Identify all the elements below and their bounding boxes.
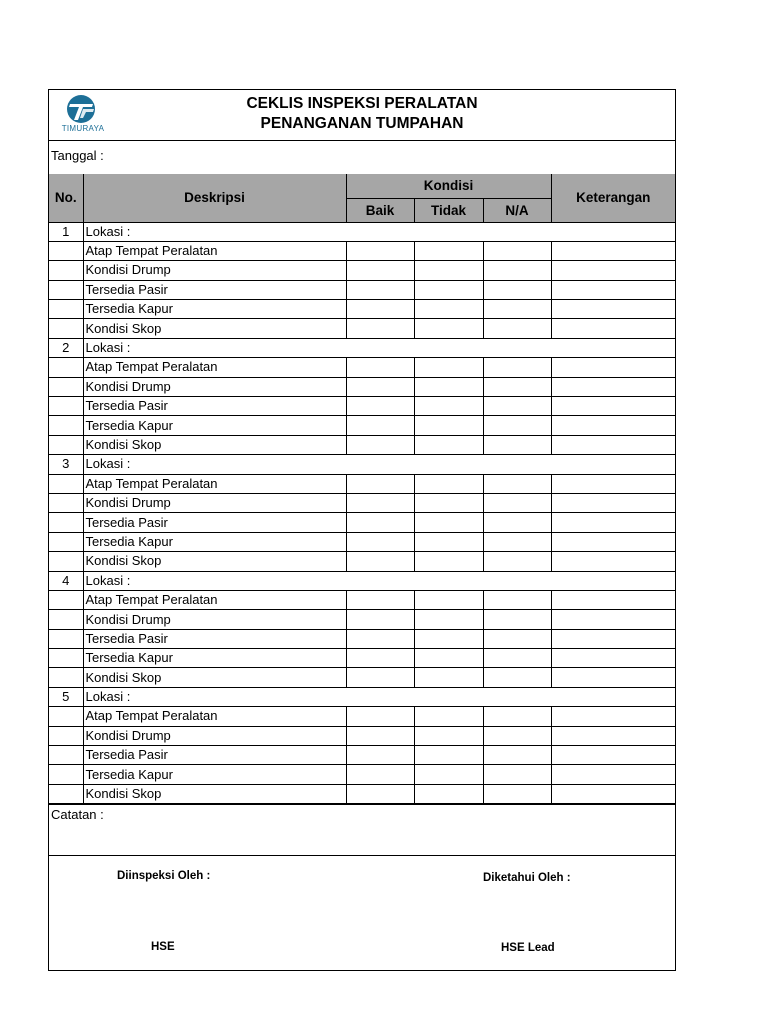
remarks-cell[interactable] <box>551 726 675 745</box>
form-title-line-2: PENANGANAN TUMPAHAN <box>260 115 464 132</box>
not-cell[interactable] <box>414 726 483 745</box>
remarks-cell[interactable] <box>551 552 675 571</box>
na-cell[interactable] <box>483 280 551 299</box>
na-cell[interactable] <box>483 416 551 435</box>
good-cell[interactable] <box>346 474 414 493</box>
column-header-no: No. <box>49 174 83 222</box>
na-cell[interactable] <box>483 590 551 609</box>
good-cell[interactable] <box>346 513 414 532</box>
good-cell[interactable] <box>346 261 414 280</box>
remarks-cell[interactable] <box>551 416 675 435</box>
inspection-checklist-form <box>48 89 676 971</box>
na-cell[interactable] <box>483 377 551 396</box>
na-cell[interactable] <box>483 397 551 416</box>
item-description: Tersedia Kapur <box>83 300 346 319</box>
remarks-cell[interactable] <box>551 319 675 338</box>
item-description: Tersedia Pasir <box>83 746 346 765</box>
not-cell[interactable] <box>414 474 483 493</box>
item-description: Atap Tempat Peralatan <box>83 707 346 726</box>
remarks-cell[interactable] <box>551 300 675 319</box>
checklist-item-row <box>49 552 675 571</box>
remarks-cell[interactable] <box>551 493 675 512</box>
checklist-item-row <box>49 649 675 668</box>
checklist-item-row <box>49 358 675 377</box>
date-row <box>49 140 675 175</box>
column-header-description: Deskripsi <box>83 174 346 222</box>
empty-number-cell <box>49 435 83 454</box>
not-cell[interactable] <box>414 649 483 668</box>
checklist-item-row <box>49 416 675 435</box>
na-cell[interactable] <box>483 435 551 454</box>
empty-number-cell <box>49 319 83 338</box>
na-cell[interactable] <box>483 610 551 629</box>
checklist-item-row <box>49 726 675 745</box>
empty-number-cell <box>49 765 83 784</box>
checklist-item-row <box>49 513 675 532</box>
na-cell[interactable] <box>483 300 551 319</box>
good-cell[interactable] <box>346 493 414 512</box>
empty-number-cell <box>49 532 83 551</box>
empty-number-cell <box>49 610 83 629</box>
empty-number-cell <box>49 280 83 299</box>
empty-number-cell <box>49 474 83 493</box>
good-cell[interactable] <box>346 765 414 784</box>
na-cell[interactable] <box>483 649 551 668</box>
na-cell[interactable] <box>483 474 551 493</box>
item-description: Atap Tempat Peralatan <box>83 358 346 377</box>
empty-number-cell <box>49 493 83 512</box>
remarks-cell[interactable] <box>551 629 675 648</box>
not-cell[interactable] <box>414 513 483 532</box>
checklist-item-row <box>49 746 675 765</box>
not-cell[interactable] <box>414 629 483 648</box>
na-cell[interactable] <box>483 765 551 784</box>
remarks-cell[interactable] <box>551 746 675 765</box>
item-description: Kondisi Skop <box>83 552 346 571</box>
good-cell[interactable] <box>346 280 414 299</box>
remarks-cell[interactable] <box>551 765 675 784</box>
item-description: Kondisi Drump <box>83 377 346 396</box>
empty-number-cell <box>49 358 83 377</box>
checklist-item-row <box>49 280 675 299</box>
remarks-cell[interactable] <box>551 649 675 668</box>
good-cell[interactable] <box>346 784 414 803</box>
not-cell[interactable] <box>414 377 483 396</box>
good-cell[interactable] <box>346 532 414 551</box>
location-row <box>49 687 675 706</box>
not-cell[interactable] <box>414 552 483 571</box>
empty-number-cell <box>49 377 83 396</box>
not-cell[interactable] <box>414 416 483 435</box>
na-cell[interactable] <box>483 358 551 377</box>
good-cell[interactable] <box>346 435 414 454</box>
remarks-cell[interactable] <box>551 241 675 260</box>
remarks-cell[interactable] <box>551 358 675 377</box>
not-cell[interactable] <box>414 241 483 260</box>
item-description: Tersedia Kapur <box>83 765 346 784</box>
good-cell[interactable] <box>346 746 414 765</box>
checklist-item-row <box>49 474 675 493</box>
empty-number-cell <box>49 513 83 532</box>
date-label: Tanggal : <box>51 148 104 163</box>
checklist-table <box>49 174 675 804</box>
na-cell[interactable] <box>483 319 551 338</box>
column-header-na: N/A <box>483 198 551 222</box>
section-number: 1 <box>49 222 83 241</box>
empty-number-cell <box>49 416 83 435</box>
good-cell[interactable] <box>346 552 414 571</box>
remarks-cell[interactable] <box>551 435 675 454</box>
checklist-item-row <box>49 397 675 416</box>
na-cell[interactable] <box>483 668 551 687</box>
location-label: Lokasi : <box>83 338 675 357</box>
not-cell[interactable] <box>414 746 483 765</box>
remarks-cell[interactable] <box>551 280 675 299</box>
item-description: Kondisi Skop <box>83 319 346 338</box>
item-description: Tersedia Pasir <box>83 629 346 648</box>
item-description: Kondisi Drump <box>83 261 346 280</box>
empty-number-cell <box>49 746 83 765</box>
item-description: Kondisi Drump <box>83 726 346 745</box>
not-cell[interactable] <box>414 397 483 416</box>
na-cell[interactable] <box>483 493 551 512</box>
column-header-remarks: Keterangan <box>551 174 675 222</box>
na-cell[interactable] <box>483 241 551 260</box>
na-cell[interactable] <box>483 513 551 532</box>
checklist-item-row <box>49 668 675 687</box>
column-header-condition: Kondisi <box>346 174 551 198</box>
checklist-item-row <box>49 765 675 784</box>
section-number: 5 <box>49 687 83 706</box>
not-cell[interactable] <box>414 765 483 784</box>
item-description: Kondisi Drump <box>83 493 346 512</box>
not-cell[interactable] <box>414 532 483 551</box>
empty-number-cell <box>49 397 83 416</box>
remarks-cell[interactable] <box>551 590 675 609</box>
remarks-cell[interactable] <box>551 397 675 416</box>
remarks-cell[interactable] <box>551 474 675 493</box>
not-cell[interactable] <box>414 435 483 454</box>
item-description: Kondisi Skop <box>83 784 346 803</box>
not-cell[interactable] <box>414 261 483 280</box>
empty-number-cell <box>49 552 83 571</box>
section-number: 2 <box>49 338 83 357</box>
inspector-role: HSE <box>151 941 175 953</box>
checklist-body <box>49 222 675 804</box>
location-label: Lokasi : <box>83 455 675 474</box>
approver-role: HSE Lead <box>501 942 555 954</box>
good-cell[interactable] <box>346 241 414 260</box>
empty-number-cell <box>49 300 83 319</box>
checklist-item-row <box>49 610 675 629</box>
item-description: Tersedia Kapur <box>83 416 346 435</box>
not-cell[interactable] <box>414 590 483 609</box>
item-description: Tersedia Pasir <box>83 397 346 416</box>
na-cell[interactable] <box>483 629 551 648</box>
na-cell[interactable] <box>483 746 551 765</box>
remarks-cell[interactable] <box>551 513 675 532</box>
form-header <box>49 90 675 141</box>
good-cell[interactable] <box>346 629 414 648</box>
item-description: Tersedia Kapur <box>83 532 346 551</box>
form-title <box>49 94 675 134</box>
empty-number-cell <box>49 649 83 668</box>
checklist-item-row <box>49 629 675 648</box>
good-cell[interactable] <box>346 590 414 609</box>
form-title-line-1: CEKLIS INSPEKSI PERALATAN <box>246 95 478 112</box>
empty-number-cell <box>49 668 83 687</box>
good-cell[interactable] <box>346 358 414 377</box>
column-header-good: Baik <box>346 198 414 222</box>
not-cell[interactable] <box>414 300 483 319</box>
good-cell[interactable] <box>346 416 414 435</box>
item-description: Kondisi Skop <box>83 668 346 687</box>
remarks-cell[interactable] <box>551 668 675 687</box>
good-cell[interactable] <box>346 397 414 416</box>
item-description: Atap Tempat Peralatan <box>83 590 346 609</box>
item-description: Tersedia Kapur <box>83 649 346 668</box>
good-cell[interactable] <box>346 300 414 319</box>
good-cell[interactable] <box>346 610 414 629</box>
location-row <box>49 455 675 474</box>
empty-number-cell <box>49 241 83 260</box>
not-cell[interactable] <box>414 358 483 377</box>
not-cell[interactable] <box>414 280 483 299</box>
na-cell[interactable] <box>483 261 551 280</box>
logo-text: TIMURAYA <box>61 124 105 133</box>
checklist-item-row <box>49 493 675 512</box>
item-description: Tersedia Pasir <box>83 280 346 299</box>
na-cell[interactable] <box>483 707 551 726</box>
not-cell[interactable] <box>414 610 483 629</box>
na-cell[interactable] <box>483 552 551 571</box>
good-cell[interactable] <box>346 649 414 668</box>
checklist-item-row <box>49 707 675 726</box>
remarks-cell[interactable] <box>551 707 675 726</box>
column-header-not: Tidak <box>414 198 483 222</box>
empty-number-cell <box>49 590 83 609</box>
remarks-cell[interactable] <box>551 261 675 280</box>
notes-label: Catatan : <box>51 807 104 822</box>
not-cell[interactable] <box>414 784 483 803</box>
checklist-item-row <box>49 377 675 396</box>
location-label: Lokasi : <box>83 571 675 590</box>
location-label: Lokasi : <box>83 687 675 706</box>
checklist-item-row <box>49 319 675 338</box>
item-description: Kondisi Skop <box>83 435 346 454</box>
remarks-cell[interactable] <box>551 784 675 803</box>
checklist-item-row <box>49 241 675 260</box>
inspected-by-label: Diinspeksi Oleh : <box>117 870 211 882</box>
checklist-item-row <box>49 261 675 280</box>
checklist-item-row <box>49 300 675 319</box>
location-label: Lokasi : <box>83 222 675 241</box>
item-description: Tersedia Pasir <box>83 513 346 532</box>
not-cell[interactable] <box>414 319 483 338</box>
good-cell[interactable] <box>346 726 414 745</box>
remarks-cell[interactable] <box>551 377 675 396</box>
item-description: Kondisi Drump <box>83 610 346 629</box>
good-cell[interactable] <box>346 668 414 687</box>
remarks-cell[interactable] <box>551 610 675 629</box>
na-cell[interactable] <box>483 784 551 803</box>
good-cell[interactable] <box>346 707 414 726</box>
checklist-item-row <box>49 532 675 551</box>
location-row <box>49 222 675 241</box>
empty-number-cell <box>49 707 83 726</box>
checklist-item-row <box>49 784 675 803</box>
na-cell[interactable] <box>483 726 551 745</box>
location-row <box>49 571 675 590</box>
na-cell[interactable] <box>483 532 551 551</box>
good-cell[interactable] <box>346 319 414 338</box>
empty-number-cell <box>49 629 83 648</box>
not-cell[interactable] <box>414 707 483 726</box>
checklist-item-row <box>49 435 675 454</box>
acknowledged-by-label: Diketahui Oleh : <box>483 872 571 884</box>
section-number: 3 <box>49 455 83 474</box>
not-cell[interactable] <box>414 668 483 687</box>
good-cell[interactable] <box>346 377 414 396</box>
not-cell[interactable] <box>414 493 483 512</box>
item-description: Atap Tempat Peralatan <box>83 474 346 493</box>
empty-number-cell <box>49 726 83 745</box>
notes-section <box>49 804 675 856</box>
empty-number-cell <box>49 261 83 280</box>
checklist-item-row <box>49 590 675 609</box>
item-description: Atap Tempat Peralatan <box>83 241 346 260</box>
empty-number-cell <box>49 784 83 803</box>
section-number: 4 <box>49 571 83 590</box>
remarks-cell[interactable] <box>551 532 675 551</box>
location-row <box>49 338 675 357</box>
